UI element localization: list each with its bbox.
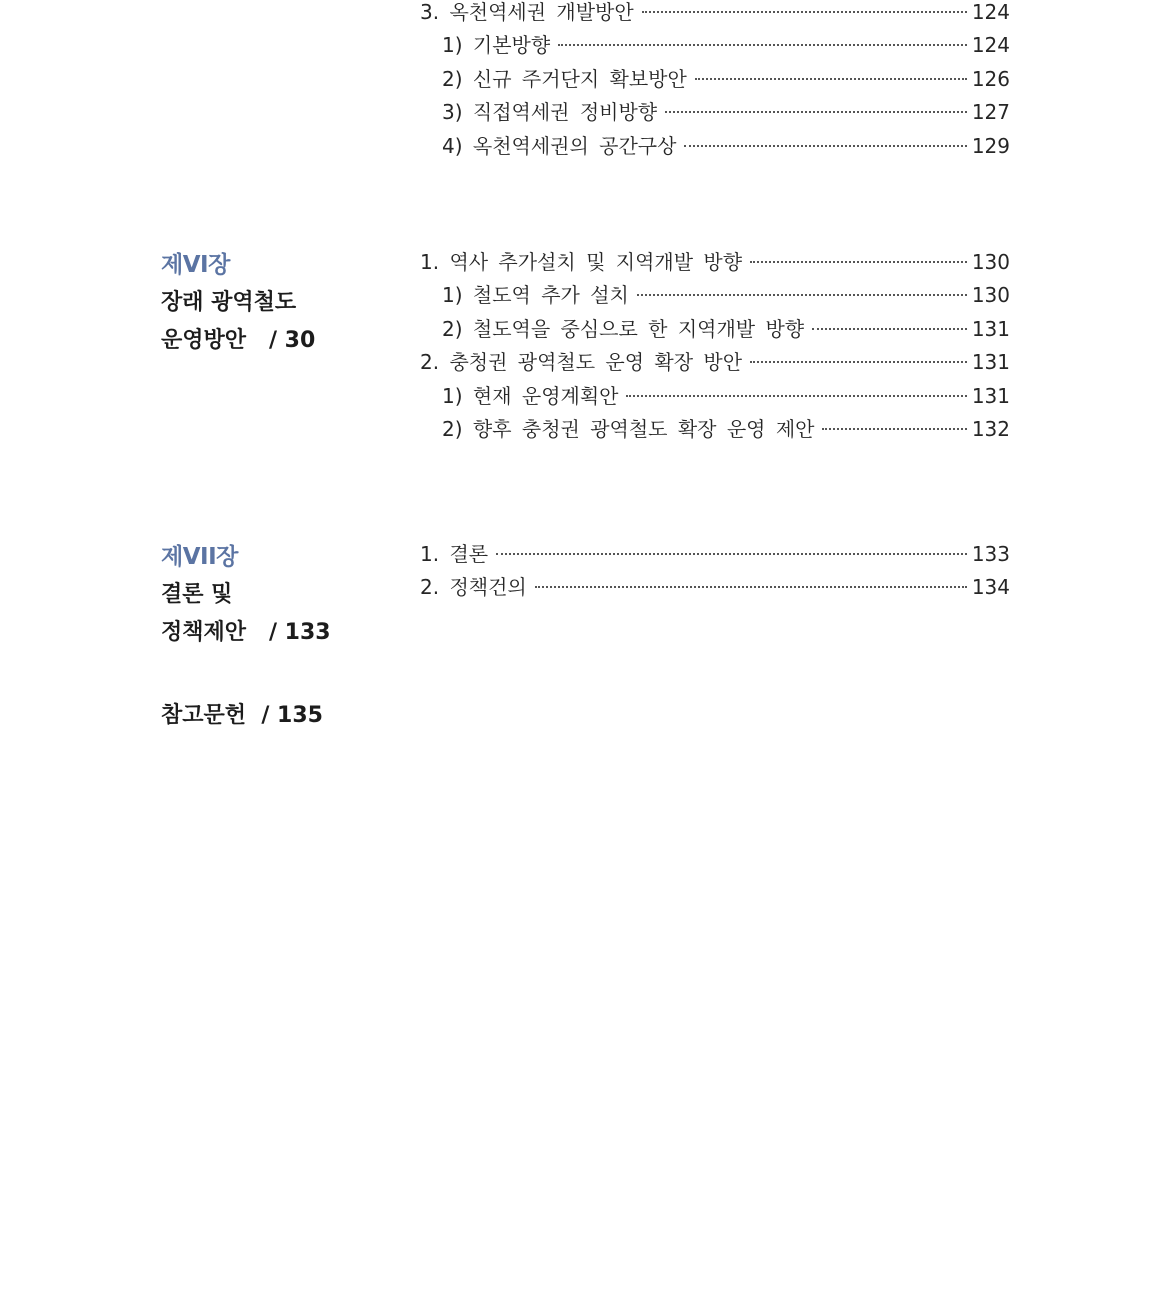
toc-entry-title: 4) 옥천역세권의 공간구상 (442, 133, 677, 158)
toc-leader-dots (626, 395, 966, 397)
toc-leader-dots (684, 145, 966, 147)
chapter-heading-7 (161, 538, 401, 652)
toc-entry-title: 2. 정책건의 (420, 575, 527, 600)
toc-entry-title: 1. 결론 (420, 542, 489, 566)
references-entry[interactable]: 참고문헌 / 135 (161, 703, 323, 728)
toc-entry-page: 130 (971, 250, 1010, 274)
toc-entry-page: 132 (971, 416, 1010, 441)
chapter-heading-6 (161, 246, 401, 360)
toc-leader-dots (558, 44, 967, 46)
toc-entry-title: 2. 충청권 광역철도 운영 확장 방안 (420, 350, 743, 375)
chapter-title-line: 정책제안 / 133 (161, 620, 331, 645)
toc-entry-title: 1) 현재 운영계획안 (442, 383, 619, 408)
toc-leader-dots (750, 261, 967, 263)
toc-list-previous (420, 0, 1010, 163)
toc-entry[interactable] (420, 96, 1010, 129)
toc-leader-dots (750, 361, 967, 363)
toc-entry-page: 131 (971, 350, 1010, 375)
toc-entry[interactable] (420, 571, 1010, 604)
toc-leader-dots (812, 328, 967, 330)
chapter-title-line: 장래 광역철도 (161, 290, 297, 315)
toc-entry-page: 133 (971, 542, 1010, 566)
chapter-title-line: 운영방안 / 30 (161, 328, 316, 353)
toc-entry-title: 2) 철도역을 중심으로 한 지역개발 방향 (442, 316, 805, 341)
toc-entry[interactable] (420, 380, 1010, 413)
chapter-number: 제VI장 (161, 252, 230, 278)
toc-entry[interactable] (420, 29, 1010, 62)
toc-list-chapter-7 (420, 538, 1010, 605)
toc-entry[interactable] (420, 346, 1010, 379)
toc-entry-title: 1) 철도역 추가 설치 (442, 283, 629, 308)
toc-entry[interactable] (420, 0, 1010, 29)
toc-entry-page: 131 (971, 383, 1010, 408)
toc-entry-page: 131 (971, 316, 1010, 341)
toc-entry[interactable] (420, 413, 1010, 446)
chapter-number: 제VII장 (161, 544, 238, 570)
toc-entry[interactable] (420, 246, 1010, 279)
toc-leader-dots (665, 111, 967, 113)
toc-entry-page: 127 (971, 100, 1010, 125)
toc-entry[interactable] (420, 313, 1010, 346)
toc-leader-dots (637, 294, 967, 296)
toc-entry-page: 130 (971, 283, 1010, 308)
toc-entry[interactable] (420, 63, 1010, 96)
toc-entry-page: 129 (971, 133, 1010, 158)
toc-entry-title: 2) 신규 주거단지 확보방안 (442, 66, 687, 91)
toc-leader-dots (496, 553, 967, 555)
toc-entry-title: 3. 옥천역세권 개발방안 (420, 0, 634, 24)
toc-entry[interactable] (420, 130, 1010, 163)
chapter-title-line: 결론 및 (161, 582, 233, 607)
toc-entry-title: 1. 역사 추가설치 및 지역개발 방향 (420, 250, 743, 274)
toc-entry[interactable] (420, 538, 1010, 571)
toc-leader-dots (822, 428, 966, 430)
toc-entry-page: 124 (971, 33, 1010, 58)
toc-entry[interactable] (420, 279, 1010, 312)
toc-list-chapter-6 (420, 246, 1010, 446)
toc-leader-dots (642, 11, 967, 13)
toc-entry-title: 1) 기본방향 (442, 33, 551, 58)
toc-leader-dots (695, 78, 967, 80)
toc-entry-title: 2) 향후 충청권 광역철도 확장 운영 제안 (442, 416, 815, 441)
toc-entry-page: 124 (971, 0, 1010, 24)
toc-entry-page: 126 (971, 66, 1010, 91)
toc-entry-page: 134 (971, 575, 1010, 600)
toc-leader-dots (535, 586, 967, 588)
toc-entry-title: 3) 직접역세권 정비방향 (442, 100, 658, 125)
